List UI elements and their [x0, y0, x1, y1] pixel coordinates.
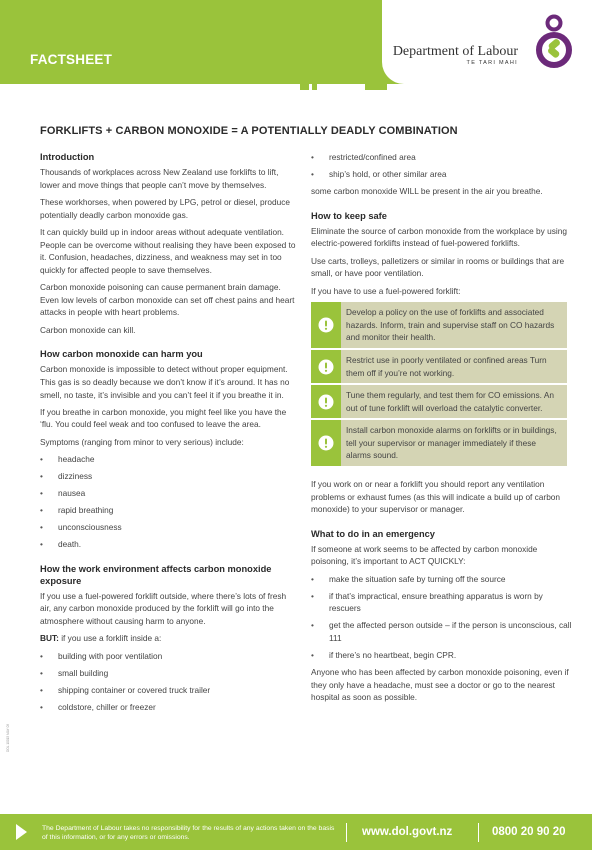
symptom-item: • unconsciousness: [40, 521, 298, 534]
document-code: DOL 10015 MAY 09: [6, 723, 10, 752]
emergency-paragraph: If someone at work seems to be affected by carbon monoxide poisoning, it’s important to ACT QUICKLY:: [311, 543, 538, 567]
harm-paragraph: If you breathe in carbon monoxide, you might feel like you have the ‘flu. You could feel weak and too confused to leave the area.: [40, 406, 287, 430]
checklist-text: Install carbon monoxide alarms on forklifts or in buildings, tell your supervisor or manager immediately if these alarms sound.: [346, 425, 557, 461]
checklist-item: [311, 420, 567, 466]
intro-paragraph: Thousands of workplaces across New Zealand use forklifts to lift, lower and move things that people can’t move by themselves.: [40, 167, 279, 190]
footer-divider: [346, 823, 347, 842]
emergency-steps-list: [311, 573, 573, 662]
triangle-icon: [16, 824, 27, 840]
checklist-item: [311, 385, 567, 418]
checklist-item: [311, 350, 567, 383]
checklist-item: [311, 302, 567, 348]
intro-paragraph: Carbon monoxide can kill.: [40, 324, 136, 335]
factsheet-label: FACTSHEET: [30, 52, 113, 67]
footer-divider: [478, 823, 479, 842]
symptom-item: • death.: [40, 538, 298, 551]
checklist-text: Develop a policy on the use of forklifts and associated hazards. Inform, train and supervise staff on CO hazards and monitor their health.: [346, 307, 555, 343]
checklist-text: Tune them regularly, and test them for CO emissions. An out of tune forklift will overload the catalytic converter.: [346, 390, 554, 413]
disclaimer-text: The Department of Labour takes no responsibility for the results of any actions taken on the basis of this information, or for any errors or omissions.: [42, 825, 335, 841]
symptoms-list: [40, 453, 298, 551]
place-item: • restricted/confined area: [311, 151, 573, 164]
but-label: BUT:: [40, 633, 59, 644]
emergency-paragraph: Anyone who has been affected by carbon monoxide poisoning, even if they only have a headache, must see a doctor or go to the nearest hospital as soon as possible.: [311, 666, 569, 703]
keep-safe-paragraph: Use carts, trolleys, palletizers or similar in rooms or buildings that are small, or have poor ventilation.: [311, 255, 565, 279]
environment-heading: How the work environment affects carbon monoxide exposure: [40, 563, 272, 586]
emergency-step: • make the situation safe by turning off the source: [311, 573, 573, 586]
phone-number[interactable]: 0800 20 90 20: [492, 826, 566, 838]
left-column: [40, 151, 298, 718]
department-of-labour-logo: [536, 14, 572, 68]
harm-paragraph: Carbon monoxide is impossible to detect without proper equipment. This gas is so deadly because we don’t know if it’s around. It has no smell, no taste, it’s invisible and you can’t feel it if you breathe it in.: [40, 364, 290, 400]
present-paragraph: some carbon monoxide WILL be present in the air you breathe.: [311, 185, 543, 196]
exclamation-icon: [311, 420, 341, 466]
emergency-step: • get the affected person outside – if the person is unconscious, call 111: [311, 619, 573, 644]
website-link[interactable]: www.dol.govt.nz: [362, 826, 453, 838]
intro-paragraph: These workhorses, when powered by LPG, petrol or diesel, produce potentially deadly carbon monoxide gas.: [40, 196, 290, 220]
symptom-item: • headache: [40, 453, 298, 466]
but-text: if you use a forklift inside a:: [58, 633, 162, 644]
keep-safe-heading: How to keep safe: [311, 210, 387, 221]
department-maori-name: TE TARI MAHI: [466, 60, 518, 66]
department-name: Department of Labour: [392, 44, 518, 59]
emergency-step: • if there’s no heartbeat, begin CPR.: [311, 649, 573, 662]
symptom-item: • rapid breathing: [40, 504, 298, 517]
symptom-item: • dizziness: [40, 470, 298, 483]
place-item: • building with poor ventilation: [40, 650, 298, 663]
report-paragraph: If you work on or near a forklift you should report any ventilation problems or exhaust fumes (as this will indicate a build up of carbon monoxide) to your supervisor or manager.: [311, 479, 561, 515]
footer-bar: [0, 814, 592, 850]
intro-paragraph: It can quickly build up in indoor areas without adequate ventilation. People can be overcome without realising they have been exposed to it. Confusion, headaches, dizziness, and weakness may set in too quickly for affected people to save themselves.: [40, 226, 296, 275]
keep-safe-paragraph: Eliminate the source of carbon monoxide from the workplace by using electric-powered forklifts instead of fuel-powered forklifts.: [311, 225, 567, 249]
decorative-strip: [312, 84, 317, 90]
safety-checklist: [311, 302, 567, 466]
decorative-strip: [365, 84, 387, 90]
checklist-text: Restrict use in poorly ventilated or confined areas Turn them off if you’re not working.: [346, 354, 547, 378]
right-column: [311, 151, 573, 709]
environment-but-paragraph: [40, 632, 298, 645]
place-item: • ship’s hold, or other similar area: [311, 168, 573, 181]
environment-paragraph: If you use a fuel-powered forklift outside, where there’s lots of fresh air, any carbon monoxide produced by the forklift will go into the atmosphere without causing harm to anyone.: [40, 590, 287, 626]
decorative-strip: [300, 84, 309, 90]
emergency-step: • if that’s impractical, ensure breathing apparatus is worn by rescuers: [311, 590, 573, 615]
exclamation-icon: [311, 302, 341, 348]
place-item: • small building: [40, 667, 298, 680]
intro-paragraph: Carbon monoxide poisoning can cause permanent brain damage. Even low levels of carbon monoxide can set off chest pains and heart attacks in people with heart problems.: [40, 282, 295, 318]
harm-heading: How carbon monoxide can harm you: [40, 349, 203, 360]
places-list-continued: [311, 151, 573, 181]
emergency-heading: What to do in an emergency: [311, 528, 435, 539]
symptom-item: • nausea: [40, 487, 298, 500]
places-list: [40, 650, 298, 714]
exclamation-icon: [311, 385, 341, 418]
exclamation-icon: [311, 350, 341, 383]
place-item: • coldstore, chiller or freezer: [40, 701, 298, 714]
introduction-heading: Introduction: [40, 152, 95, 162]
page-title: FORKLIFTS + CARBON MONOXIDE = A POTENTIALLY DEADLY COMBINATION: [40, 125, 458, 137]
place-item: • shipping container or covered truck trailer: [40, 684, 298, 697]
keep-safe-paragraph: If you have to use a fuel-powered forklift:: [311, 285, 461, 296]
harm-paragraph: Symptoms (ranging from minor to very serious) include:: [40, 436, 244, 447]
